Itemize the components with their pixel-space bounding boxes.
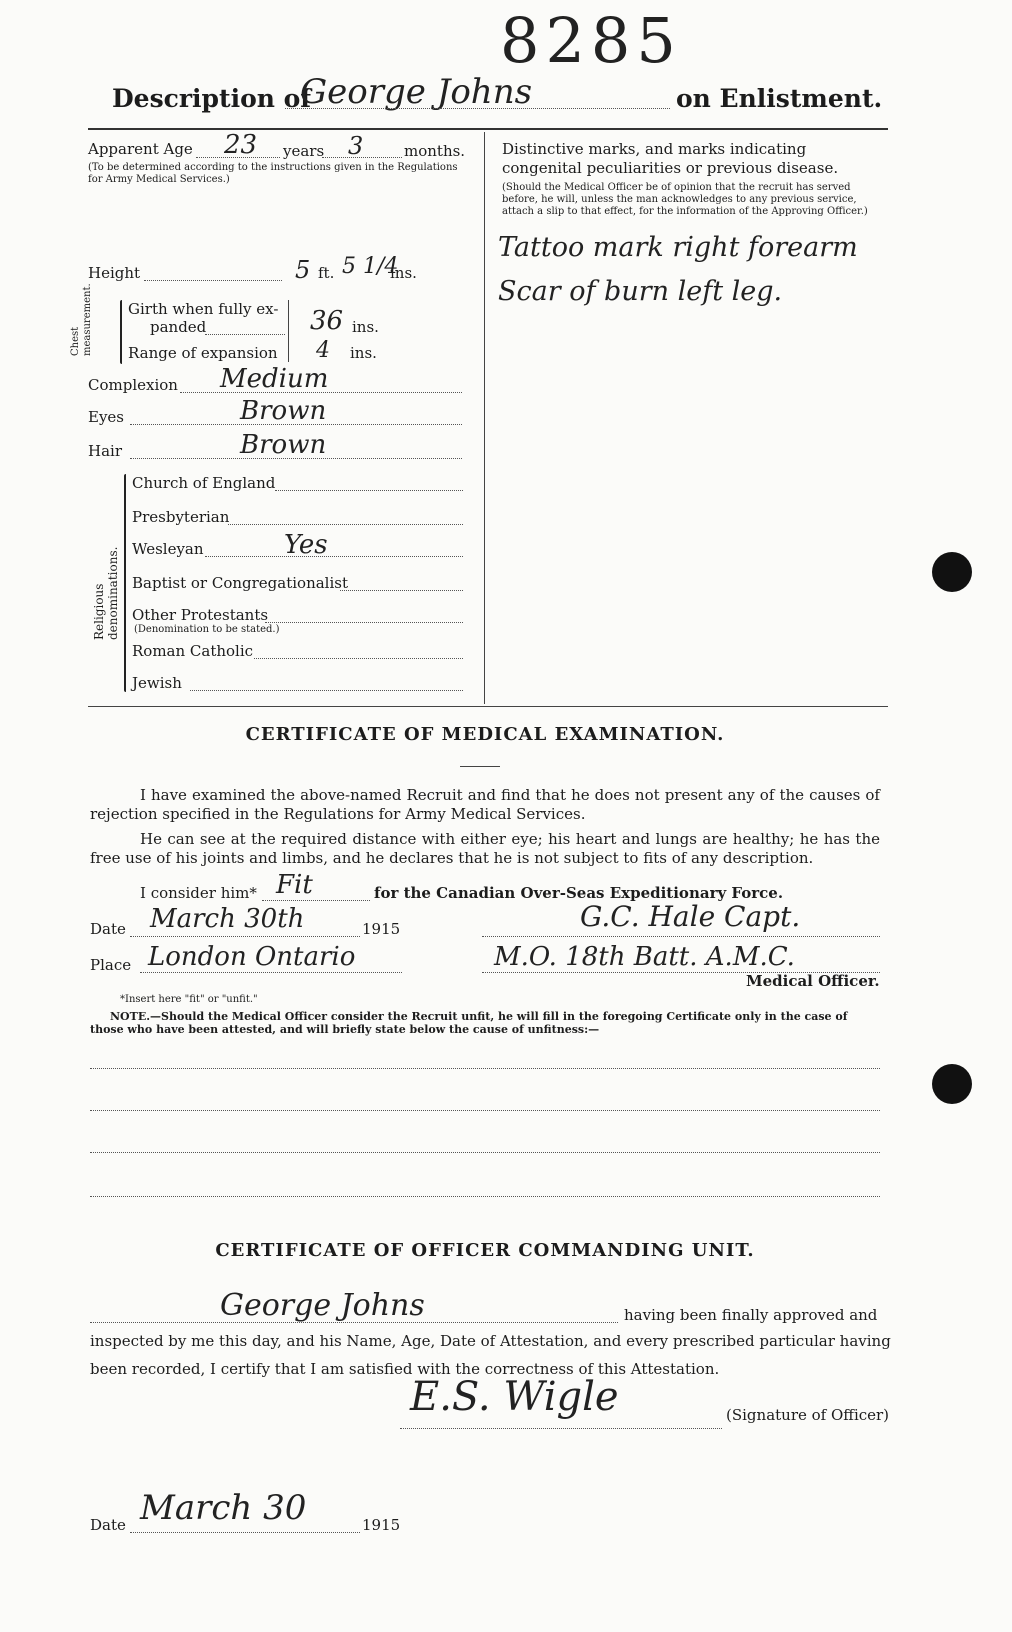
complexion-label: Complexion [88,376,178,394]
girth-value: 36 [310,306,344,336]
insert-note: *Insert here "fit" or "unfit." [120,994,258,1005]
religion-item-wesleyan: Wesleyan [132,540,204,558]
commanding-text-2: inspected by me this day, and his Name, Age, Date of Attestation, and every prescribed particular having [90,1332,891,1350]
name-handwritten: George Johns [300,72,533,112]
months-label: months. [404,142,466,160]
medical-place-value: London Ontario [148,942,356,972]
unfitness-line-4 [90,1196,880,1197]
unfitness-line-2 [90,1110,880,1111]
commanding-date-year: 1915 [362,1516,401,1534]
title-prefix: Description of [112,84,312,113]
fit-value: Fit [276,870,313,900]
complexion-value: Medium [220,364,329,394]
commanding-text-1: having been finally approved and [624,1306,878,1324]
height-ft-value: 5 [295,256,311,284]
marks-line-2: Scar of burn left leg. [498,276,783,307]
commanding-text-3: been recorded, I certify that I am satisfied with the correctness of this Attestation. [90,1360,720,1378]
title-suffix: on Enlistment. [676,84,883,113]
commanding-date-value: March 30 [140,1488,307,1528]
chest-brace [120,300,122,364]
age-years-value: 23 [224,130,258,160]
regimental-number: 8285 [500,4,682,77]
age-months-value: 3 [348,132,364,160]
commanding-heading: CERTIFICATE OF OFFICER COMMANDING UNIT. [215,1240,755,1261]
medical-officer-title: Medical Officer. [746,972,880,990]
religion-brace [124,474,126,692]
ft-label: ft. [318,264,335,282]
medical-place-label: Place [90,956,132,974]
medical-para-1: I have examined the above-named Recruit and find that he does not present any of the causes of rejection specified in the Regulations for Army Medical Services. [90,786,880,823]
title-name-line [285,108,670,109]
ins-label: ins. [390,264,417,282]
hair-label: Hair [88,442,122,460]
religion-other-note: (Denomination to be stated.) [134,624,280,635]
description-bottom-rule [88,706,888,707]
height-label: Height [88,264,141,282]
commanding-signature: E.S. Wigle [410,1374,619,1420]
medical-date-label: Date [90,920,126,938]
marks-heading: Distinctive marks, and marks indicating congenital peculiarities or previous disease. [502,140,839,177]
medical-para-2: He can see at the required distance with either eye; his heart and lungs are healthy; he has the free use of his joints and limbs, and he declares that he is not subject to fits of any description. [90,830,880,867]
punch-hole-upper [932,552,972,592]
girth-label-2: panded [150,318,207,336]
medical-officer-signature: G.C. Hale Capt. [580,900,801,933]
marks-line-1: Tattoo mark right forearm [498,232,858,263]
religion-item-other-protestants: Other Protestants [132,606,269,624]
top-rule [88,128,888,130]
range-value: 4 [316,338,330,363]
punch-hole-lower [932,1064,972,1104]
commanding-name-handwritten: George Johns [220,1288,425,1323]
years-label: years [283,142,325,160]
medical-note: NOTE.—Should the Medical Officer consider the Recruit unfit, he will fill in the foregoing Certificate only in the case of those who have been attested, and will briefly state below the cause of unfitness:— [90,1010,848,1036]
unfitness-line-1 [90,1068,880,1069]
religion-item-presbyterian: Presbyterian [132,508,230,526]
religion-side-label: Religious denominations. [92,546,120,640]
chest-measurement-label: Chest measurement. [70,283,93,356]
unfitness-line-3 [90,1152,880,1153]
consider-label: I consider him* [140,884,257,902]
religion-item-church-of-england: Church of England [132,474,276,492]
marks-note: (Should the Medical Officer be of opinion that the recruit has served before, he will, unless the man acknowledges to any previous service, attach a slip to that effect, for the information of the Approving Officer.) [502,182,868,217]
religion-item-jewish: Jewish [132,674,182,692]
girth-label-1: Girth when fully ex- [128,300,279,318]
hair-value: Brown [240,430,327,460]
medical-heading: CERTIFICATE OF MEDICAL EXAMINATION. [245,724,725,745]
medical-heading-underline [460,766,500,767]
medical-date-year: 1915 [362,920,401,938]
consider-suffix: for the Canadian Over-Seas Expeditionary Force. [374,884,784,902]
medical-officer-unit: M.O. 18th Batt. A.M.C. [494,942,795,972]
range-label: Range of expansion [128,344,278,362]
age-note: (To be determined according to the instructions given in the Regulations for Army Medical Services.) [88,162,458,185]
religion-item-baptist: Baptist or Congregationalist [132,574,348,592]
religion-item-roman-catholic: Roman Catholic [132,642,254,660]
medical-date-value: March 30th [150,904,305,934]
height-in-value: 5 1/4 [342,254,399,279]
commanding-date-label: Date [90,1516,126,1534]
column-divider [484,132,485,704]
religion-wesleyan-mark: Yes [284,530,328,560]
eyes-value: Brown [240,396,327,426]
range-ins-label: ins. [350,344,377,362]
girth-ins-label: ins. [352,318,379,336]
eyes-label: Eyes [88,408,124,426]
apparent-age-label: Apparent Age [88,140,193,158]
commanding-signature-label: (Signature of Officer) [726,1406,890,1424]
